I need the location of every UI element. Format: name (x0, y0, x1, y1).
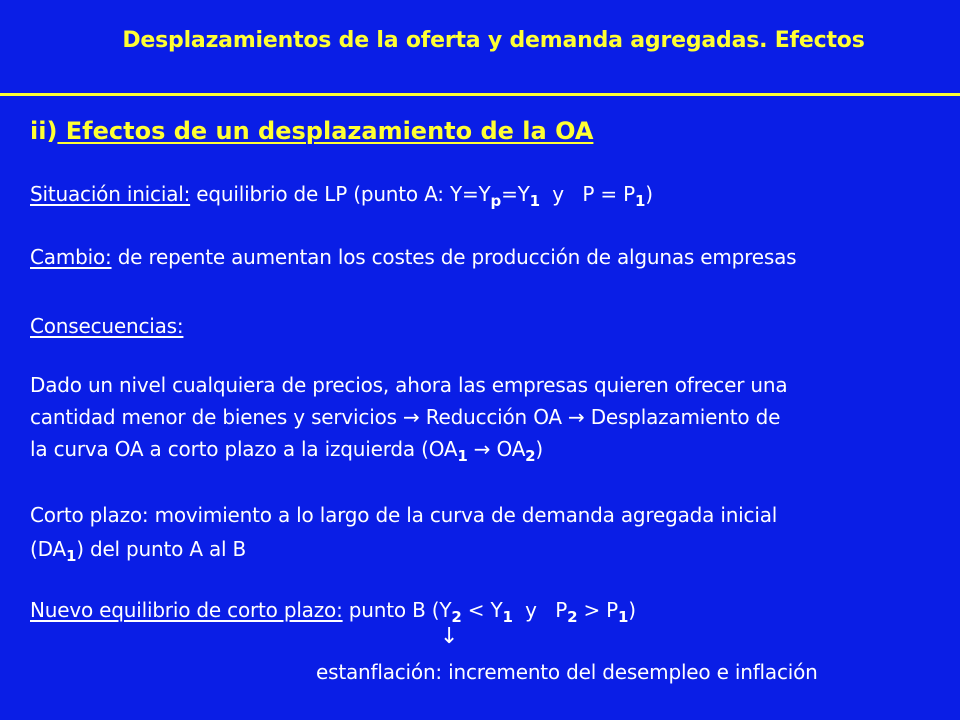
dado-line-2: cantidad menor de bienes y servicios → Reducción OA → Desplazamiento de (30, 405, 781, 429)
corto-line-2 (30, 537, 247, 565)
subscript: 1 (457, 447, 468, 465)
cambio-label: Cambio: (30, 245, 112, 269)
slide-title: Desplazamientos de la oferta y demanda agregadas. Efectos (122, 28, 865, 53)
nuevo-label: Nuevo equilibrio de corto plazo: (30, 598, 343, 622)
situacion-text: ) (645, 182, 653, 206)
corto-text: ) del punto A al B (76, 537, 247, 561)
subscript: 2 (525, 447, 536, 465)
situacion-label: Situación inicial: (30, 182, 191, 206)
situacion-text: equilibrio de LP (punto A: Y=Y (190, 182, 491, 206)
situacion-inicial-line (30, 182, 653, 210)
consecuencias-label: Consecuencias: (30, 314, 184, 338)
down-arrow-icon: ↓ (440, 624, 459, 649)
subscript: p (490, 192, 502, 210)
section-subtitle (30, 116, 593, 146)
nuevo-text: ) (628, 598, 636, 622)
nuevo-text: > P (577, 598, 619, 622)
nuevo-text: < Y (461, 598, 503, 622)
situacion-text: y P = P (539, 182, 635, 206)
dado-text: → OA (467, 437, 526, 461)
cambio-line (30, 245, 796, 269)
subscript: 1 (502, 608, 513, 626)
subscript: 2 (567, 608, 578, 626)
dado-line-3 (30, 437, 544, 465)
corto-line-1: Corto plazo: movimiento a lo largo de la curva de demanda agregada inicial (30, 503, 778, 527)
subscript: 1 (65, 547, 77, 565)
nuevo-text: y P (512, 598, 568, 622)
situacion-text: =Y (501, 182, 530, 206)
corto-text: (DA (30, 537, 66, 561)
subscript: 1 (634, 192, 646, 210)
title-divider (0, 93, 960, 96)
consecuencias-line (30, 314, 183, 338)
nuevo-equilibrio-line (30, 598, 636, 626)
subscript: 1 (529, 192, 540, 210)
cambio-text: de repente aumentan los costes de producción de algunas empresas (111, 245, 797, 269)
estanflacion-line: estanflación: incremento del desempleo e inflación (316, 660, 818, 684)
subtitle-prefix: ii) (30, 117, 58, 145)
dado-text: ) (535, 437, 544, 461)
nuevo-text: punto B (Y (342, 598, 452, 622)
subscript: 1 (618, 608, 629, 626)
subtitle-text: Efectos de un desplazamiento de la OA (57, 117, 594, 145)
subscript: 2 (451, 608, 462, 626)
dado-text: la curva OA a corto plazo a la izquierda (OA (30, 437, 458, 461)
dado-line-1: Dado un nivel cualquiera de precios, ahora las empresas quieren ofrecer una (30, 373, 788, 397)
